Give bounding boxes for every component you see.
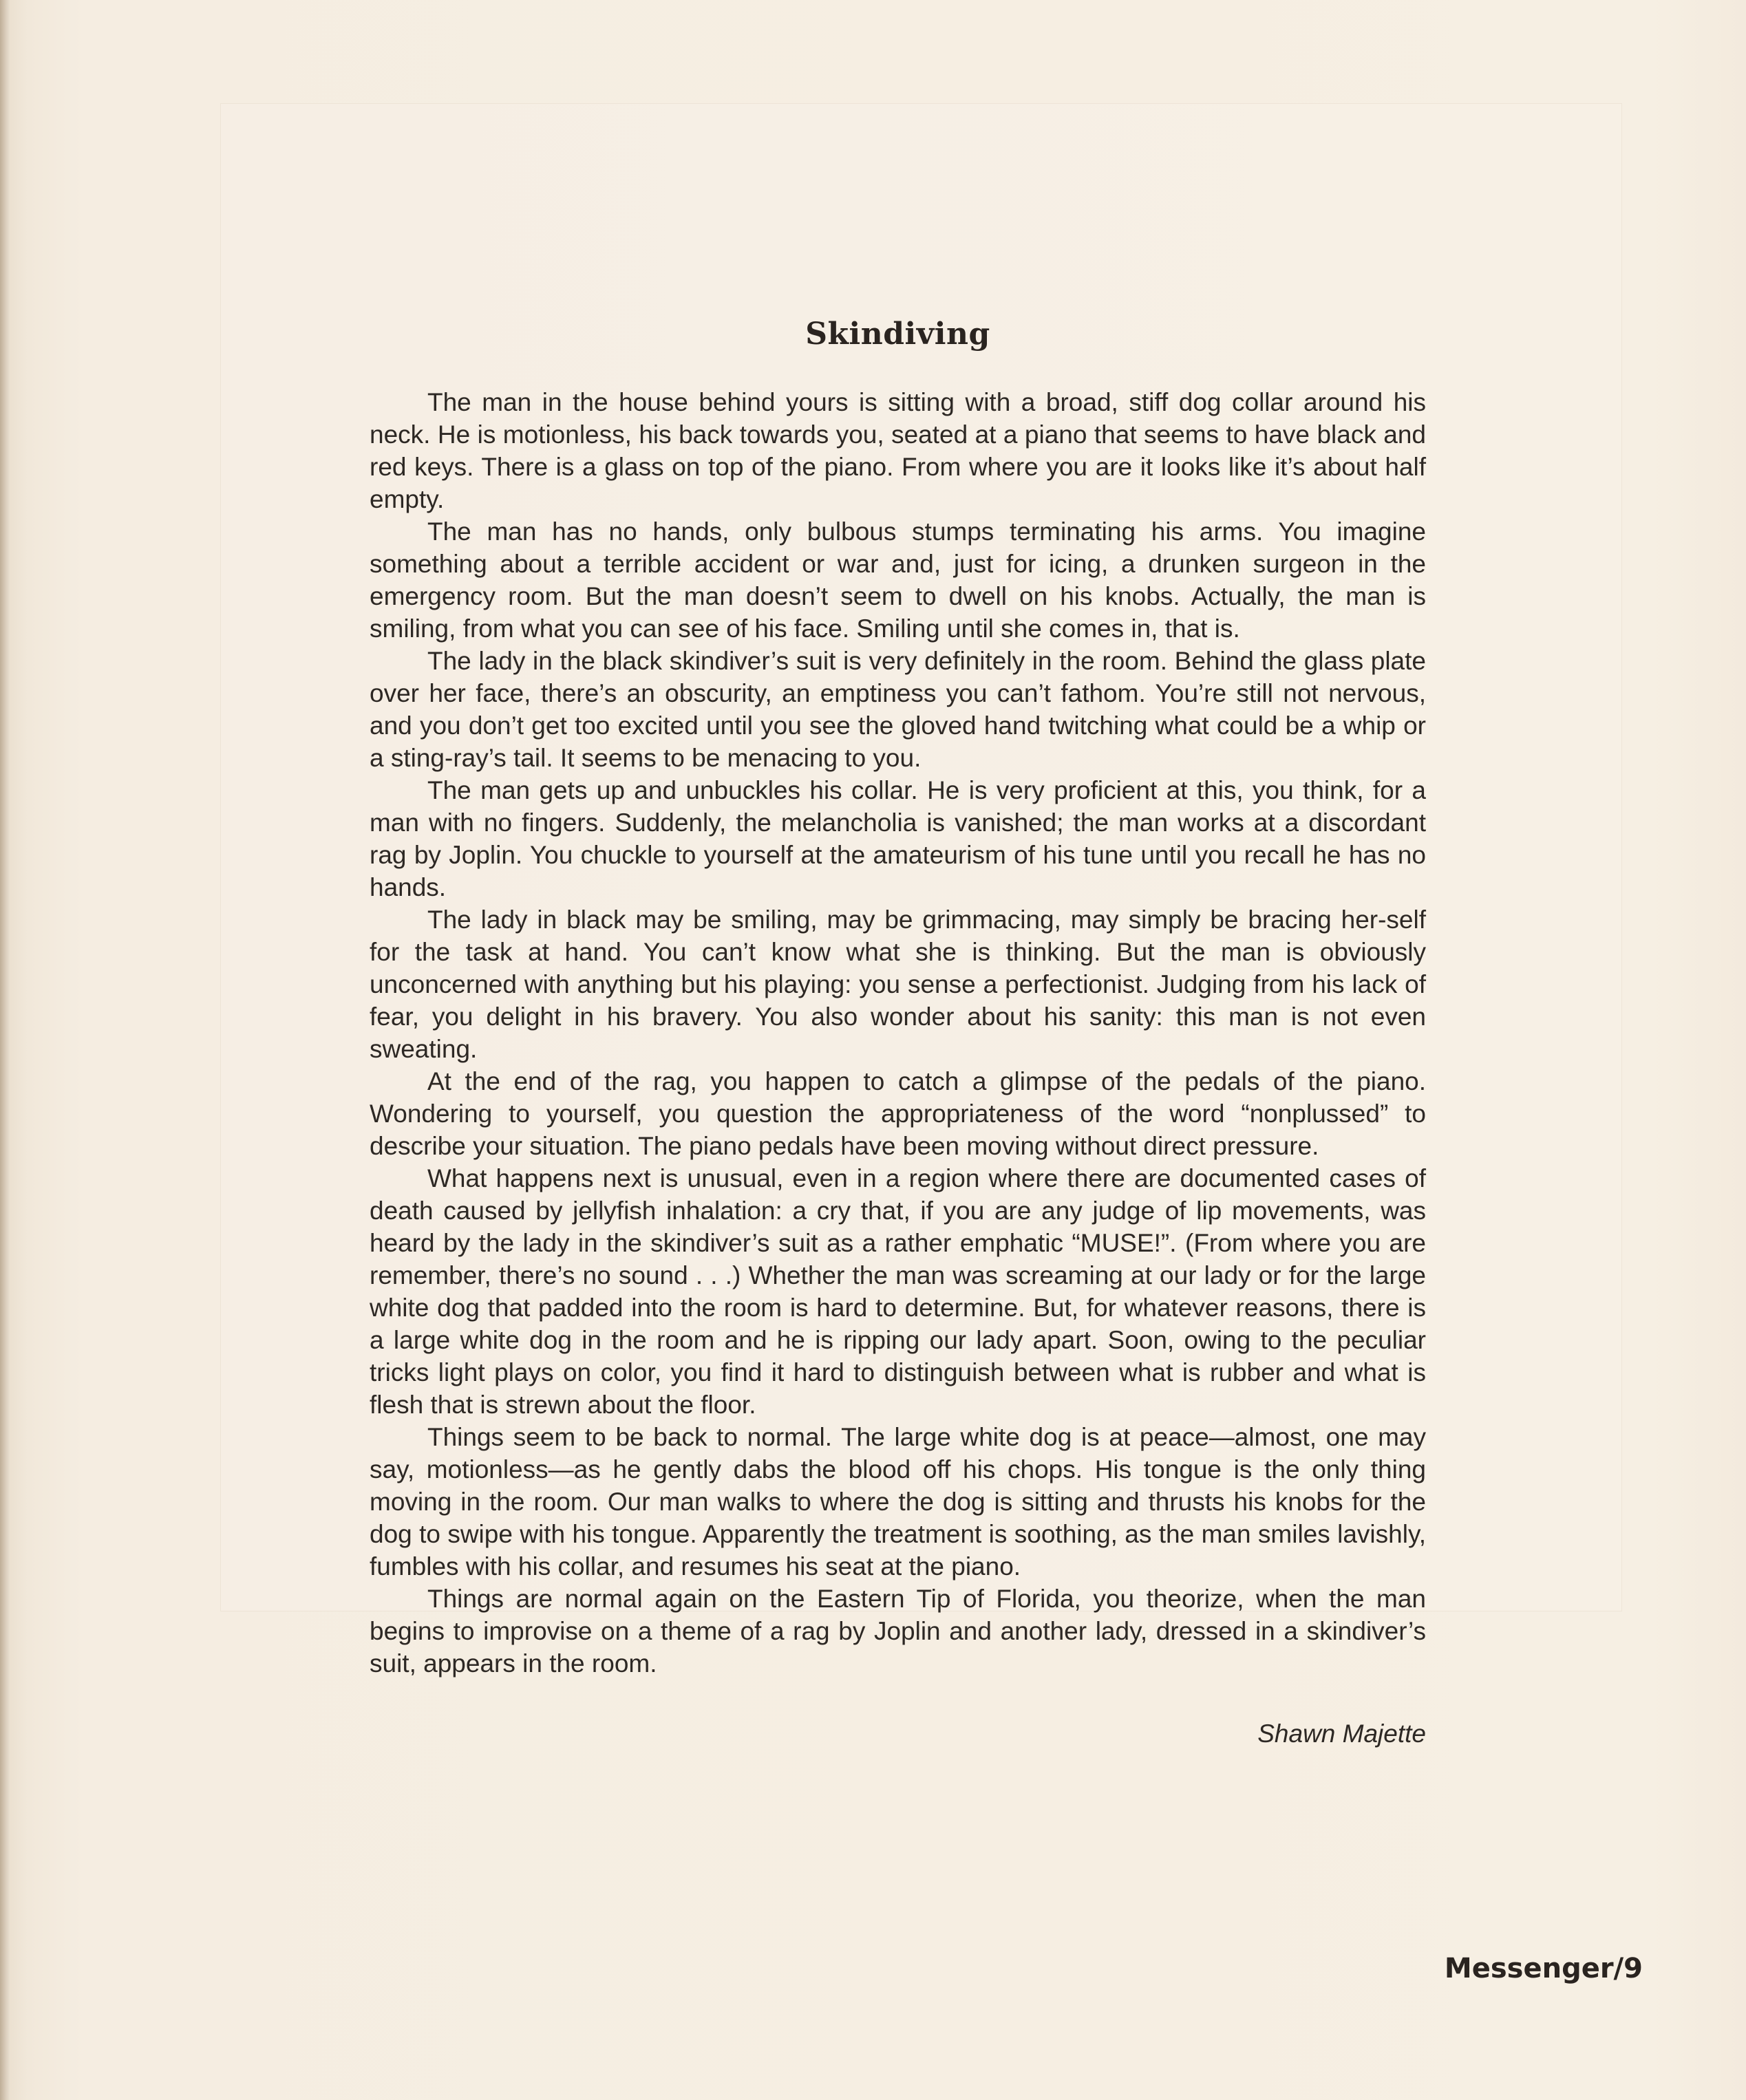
article-body [370, 386, 1426, 1680]
author-byline: Shawn Majette [1257, 1719, 1426, 1748]
binding-edge [0, 0, 10, 2100]
paragraph-4: The man gets up and unbuckles his collar. He is very proficient at this, you think, for a man with no fingers. Suddenly, the melancholia is vanished; the man works at a discordant rag by Joplin. You chuckle to yourself at the amateurism of his tune until you recall he has no hands. [370, 776, 1426, 901]
article-title: Skindiving [805, 317, 990, 352]
paragraph-2: The man has no hands, only bulbous stumps terminating his arms. You imagine something about a terrible accident or war and, just for icing, a drunken surgeon in the emergency room. But the man doesn’t seem to dwell on his knobs. Actually, the man is smiling, from what you can see of his face. Smiling until she comes in, that is. [370, 517, 1426, 643]
paragraph-3: The lady in the black skindiver’s suit is very definitely in the room. Behind the glass plate over her face, there’s an obscurity, an emptiness you can’t fathom. You’re still not nervous, and you don’t get too excited until you see the gloved hand twitching what could be a whip or a sting-ray’s tail. It seems to be menacing to you. [370, 647, 1426, 772]
paragraph-6: At the end of the rag, you happen to catch a glimpse of the pedals of the piano. Wondering to yourself, you question the appropriateness of the word “nonplussed” to describe your situation. The piano pedals have been moving without direct pressure. [370, 1067, 1426, 1160]
paragraph-1: The man in the house behind yours is sitting with a broad, stiff dog collar around his neck. He is motionless, his back towards you, seated at a piano that seems to have black and red keys. There is a glass on top of the piano. From where you are it looks like it’s about half empty. [370, 388, 1426, 513]
paragraph-8: Things seem to be back to normal. The large white dog is at peace—almost, one may say, motionless—as he gently dabs the blood off his chops. His tongue is the only thing moving in the room. Our man walks to where the dog is sitting and thrusts his knobs for the dog to swipe with his tongue. Apparently the treatment is soothing, as the man smiles lavishly, fumbles with his collar, and resumes his seat at the piano. [370, 1423, 1426, 1581]
paragraph-7: What happens next is unusual, even in a region where there are documented cases of death caused by jellyfish inhalation: a cry that, if you are any judge of lip movements, was heard by the lady in the skindiver’s suit as a rather emphatic “MUSE!”. (From where you are remember, there’s no sound . . .) Whether the man was screaming at our lady or for the large white dog that padded into the room is hard to determine. But, for whatever reasons, there is a large white dog in the room and he is ripping our lady apart. Soon, owing to the peculiar tricks light plays on color, you find it hard to distinguish between what is rubber and what is flesh that is strewn about the floor. [370, 1164, 1426, 1419]
paragraph-9: Things are normal again on the Eastern Tip of Florida, you theorize, when the man begins to improvise on a theme of a rag by Joplin and another lady, dressed in a skindiver’s suit, appears in the room. [370, 1585, 1426, 1678]
page-folio: Messenger/9 [1444, 1953, 1643, 1984]
paragraph-5: The lady in black may be smiling, may be grimmacing, may simply be bracing her-self for the task at hand. You can’t know what she is thinking. But the man is obviously unconcerned with anything but his playing: you sense a perfectionist. Judging from his lack of fear, you delight in his bravery. You also wonder about his sanity: this man is not even sweating. [370, 906, 1426, 1063]
article [370, 317, 1426, 1748]
